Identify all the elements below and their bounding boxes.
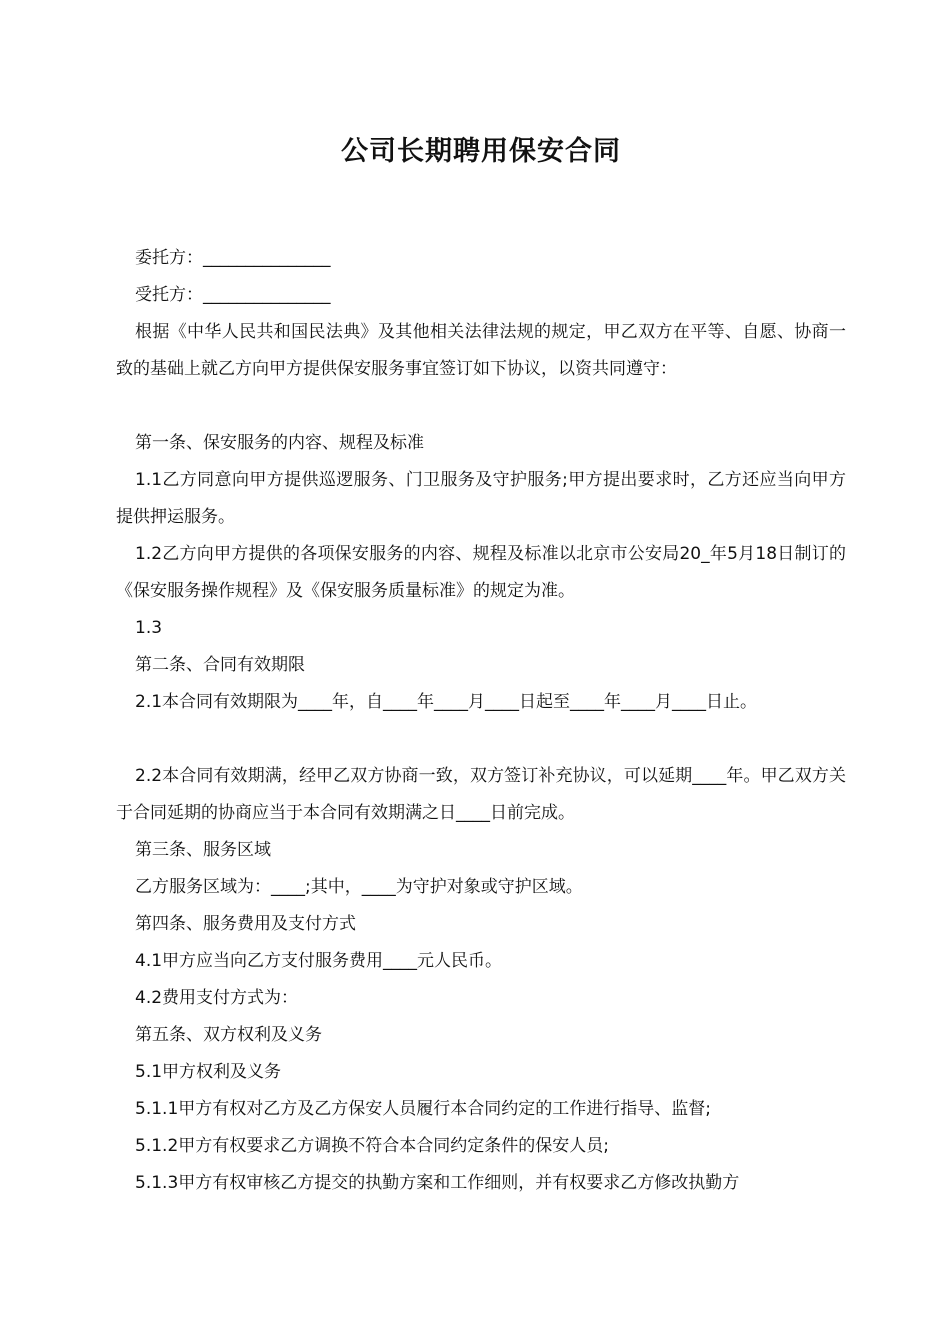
paragraph-client: 委托方：_______________ [135,248,331,268]
clause-2-1: 2.1本合同有效期限为____年，自____年____月____日起至____年____月____日止。 [135,692,758,712]
paragraph-preamble: 根据《中华人民共和国民法典》及其他相关法律法规的规定，甲乙双方在平等、自愿、协商一致的基础上就乙方向甲方提供保安服务事宜签订如下协议，以资共同遵守： [116,322,846,379]
article-heading-3: 第三条、服务区域 [135,840,271,860]
clause-4-1: 4.1甲方应当向乙方支付服务费用____元人民币。 [135,951,503,971]
article-heading-5: 第五条、双方权利及义务 [135,1025,322,1045]
clause-5-1-3: 5.1.3甲方有权审核乙方提交的执勤方案和工作细则，并有权要求乙方修改执勤方 [135,1173,740,1193]
clause-1-1: 1.1乙方同意向甲方提供巡逻服务、门卫服务及守护服务;甲方提出要求时，乙方还应当向甲方提供押运服务。 [116,470,846,527]
paragraph-contractor: 受托方：_______________ [135,285,331,305]
clause-5-1: 5.1甲方权利及义务 [135,1062,282,1082]
clause-1-2: 1.2乙方向甲方提供的各项保安服务的内容、规程及标准以北京市公安局20_年5月18日制订的《保安服务操作规程》及《保安服务质量标准》的规定为准。 [116,544,846,601]
paragraph-spacer [116,388,846,425]
document-body [116,240,846,1202]
article-heading-1: 第一条、保安服务的内容、规程及标准 [135,433,424,453]
article-heading-4: 第四条、服务费用及支付方式 [135,914,356,934]
document-title: 公司长期聘用保安合同 [341,136,621,167]
clause-1-3: 1.3 [135,618,163,638]
clause-4-2: 4.2费用支付方式为： [135,988,299,1008]
paragraph-spacer [116,721,846,758]
clause-5-1-2: 5.1.2甲方有权要求乙方调换不符合本合同约定条件的保安人员; [135,1136,609,1156]
article-heading-2: 第二条、合同有效期限 [135,655,305,675]
clause-3-service-area: 乙方服务区域为：____;其中，____为守护对象或守护区域。 [135,877,583,897]
clause-5-1-1: 5.1.1甲方有权对乙方及乙方保安人员履行本合同约定的工作进行指导、监督; [135,1099,711,1119]
clause-2-2: 2.2本合同有效期满，经甲乙双方协商一致，双方签订补充协议，可以延期____年。甲乙双方关于合同延期的协商应当于本合同有效期满之日____日前完成。 [116,766,846,823]
